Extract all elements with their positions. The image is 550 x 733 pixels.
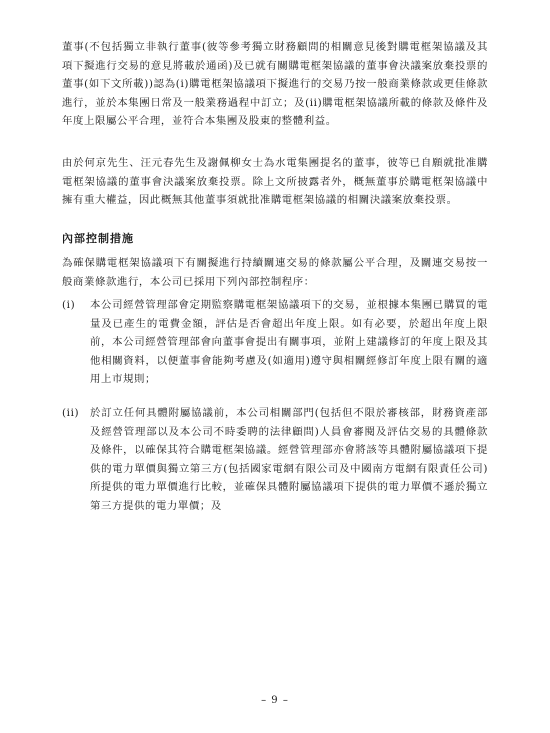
list-item-number: (ii): [62, 407, 80, 419]
paragraph-board-opinion: 董事(不包括獨立非執行董事(彼等參考獨立財務顧問的相關意見後對購電框架協議及其項下擬進行交易的意見將載於通函)及已就有關購電框架協議的董事會決議案放棄投票的董事(如下文所載))認為(i)購電框架協議項下擬進行的交易乃按一般商業條款或更佳條款進行，並於本集團日常及一般業務過程中訂立；及(ii)購電框架協議所載的條款及條件及年度上限屬公平合理，並符合本集團及股東的整體利益。: [62, 41, 488, 127]
paragraph-internal-control-intro: 為確保購電框架協議項下有關擬進行持續關連交易的條款屬公平合理，及關連交易按一般商業條款進行，本公司已採用下列內部控制程序：: [62, 257, 488, 288]
list-item-text: 本公司經營管理部會定期監察購電框架協議項下的交易，並根據本集團已購買的電量及已產生的電費金額，評估是否會超出年度上限。如有必要，於超出年度上限前，本公司經營管理部會向董事會提出有關事項，並附上建議修訂的年度上限及其他相關資料，以便董事會能夠考慮及(如適用)遵守與相關經修訂年度上限有關的適用上市規則；: [90, 299, 488, 385]
page-number: – 9 –: [261, 695, 289, 706]
paragraph-abstention: 由於何京先生、汪元春先生及謝佩柳女士為水電集團提名的董事，彼等已自願就批准購電框架協議的董事會決議案放棄投票。除上文所披露者外，概無董事於購電框架協議中擁有重大權益，因此概無其他董事須就批准購電框架協議的相關決議案放棄投票。: [62, 157, 488, 206]
list-item-number: (i): [62, 299, 76, 311]
list-item-text: 於訂立任何具體附屬協議前，本公司相關部門(包括但不限於審核部，財務資產部及經營管理部以及本公司不時委聘的法律顧問)人員會審閱及評估交易的具體條款及條件，以確保其符合購電框架協議。經營管理部亦會將該等具體附屬協議項下提供的電力單價與獨立第三方(包括國家電網有限公司及中國南方電網有限責任公司)所提供的電力單價進行比較，並確保具體附屬協議項下提供的電力單價不遜於獨立第三方提供的電力單價；及: [90, 407, 488, 512]
section-heading-internal-control: 內部控制措施: [62, 232, 134, 245]
